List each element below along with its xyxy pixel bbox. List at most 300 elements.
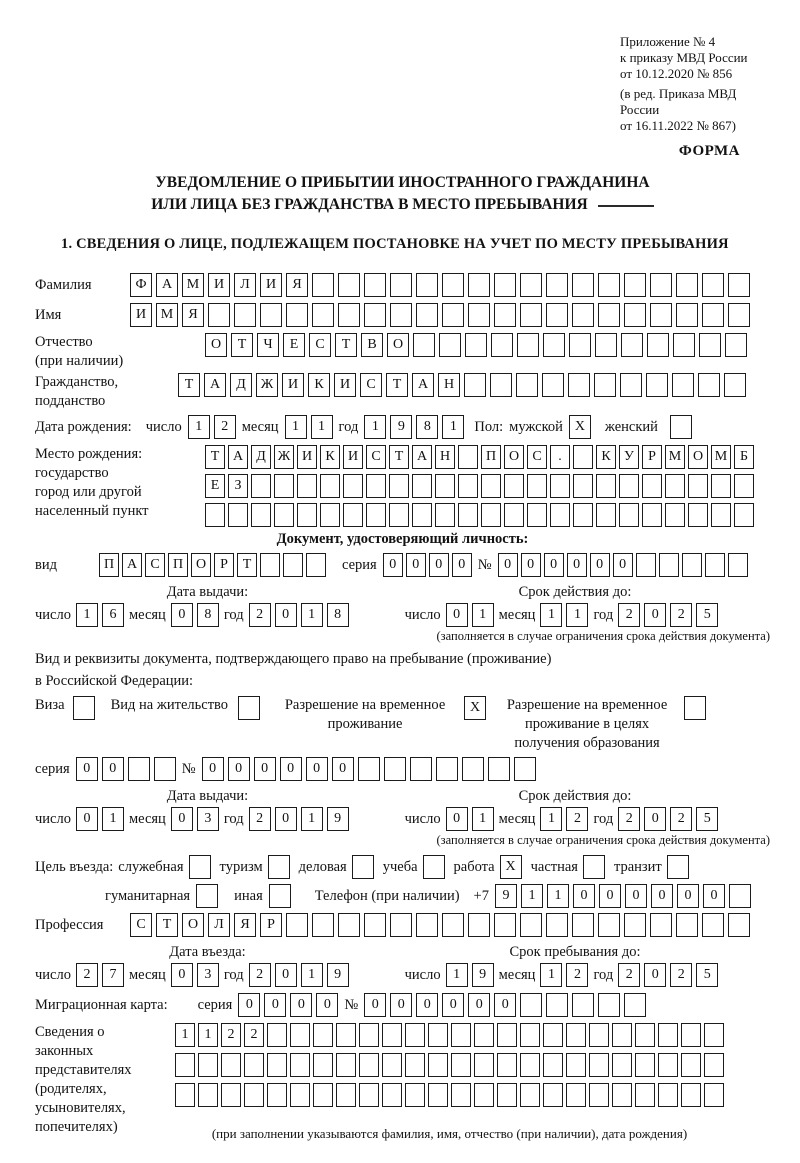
char-cell[interactable]: X bbox=[500, 855, 522, 879]
char-cell[interactable] bbox=[595, 333, 617, 357]
char-cell[interactable]: 0 bbox=[228, 757, 250, 781]
char-cell[interactable]: 0 bbox=[494, 993, 516, 1017]
char-cell[interactable]: И bbox=[297, 445, 317, 469]
char-cell[interactable] bbox=[636, 553, 656, 577]
char-cell[interactable]: Д bbox=[251, 445, 271, 469]
char-cell[interactable] bbox=[642, 474, 662, 498]
char-cell[interactable]: 0 bbox=[280, 757, 302, 781]
char-cell[interactable]: 3 bbox=[197, 807, 219, 831]
char-cell[interactable] bbox=[196, 884, 218, 908]
char-cell[interactable] bbox=[290, 1083, 310, 1107]
char-cell[interactable]: 2 bbox=[221, 1023, 241, 1047]
char-cell[interactable] bbox=[667, 855, 689, 879]
char-cell[interactable] bbox=[672, 373, 694, 397]
char-cell[interactable] bbox=[198, 1083, 218, 1107]
char-cell[interactable]: 1 bbox=[540, 807, 562, 831]
char-cell[interactable] bbox=[205, 503, 225, 527]
char-cell[interactable] bbox=[589, 1083, 609, 1107]
char-cell[interactable] bbox=[681, 1023, 701, 1047]
char-cell[interactable]: И bbox=[282, 373, 304, 397]
char-cell[interactable]: 7 bbox=[102, 963, 124, 987]
char-cell[interactable]: 2 bbox=[249, 603, 271, 627]
char-cell[interactable] bbox=[382, 1083, 402, 1107]
char-cell[interactable] bbox=[128, 757, 150, 781]
char-cell[interactable]: Т bbox=[335, 333, 357, 357]
char-cell[interactable] bbox=[704, 1083, 724, 1107]
char-cell[interactable]: У bbox=[619, 445, 639, 469]
char-cell[interactable] bbox=[458, 503, 478, 527]
char-cell[interactable] bbox=[390, 303, 412, 327]
char-cell[interactable] bbox=[728, 553, 748, 577]
char-cell[interactable]: 2 bbox=[566, 807, 588, 831]
char-cell[interactable]: М bbox=[182, 273, 204, 297]
char-cell[interactable] bbox=[546, 993, 568, 1017]
char-cell[interactable]: 2 bbox=[618, 807, 640, 831]
char-cell[interactable]: С bbox=[527, 445, 547, 469]
char-cell[interactable] bbox=[734, 474, 754, 498]
char-cell[interactable] bbox=[650, 913, 672, 937]
char-cell[interactable] bbox=[542, 373, 564, 397]
char-cell[interactable]: 0 bbox=[567, 553, 587, 577]
char-cell[interactable]: З bbox=[228, 474, 248, 498]
char-cell[interactable]: 9 bbox=[327, 963, 349, 987]
char-cell[interactable]: 9 bbox=[495, 884, 517, 908]
char-cell[interactable] bbox=[583, 855, 605, 879]
char-cell[interactable] bbox=[527, 474, 547, 498]
char-cell[interactable]: С bbox=[309, 333, 331, 357]
char-cell[interactable] bbox=[238, 696, 260, 720]
char-cell[interactable]: Т bbox=[178, 373, 200, 397]
char-cell[interactable]: 8 bbox=[327, 603, 349, 627]
char-cell[interactable] bbox=[260, 553, 280, 577]
char-cell[interactable] bbox=[624, 303, 646, 327]
char-cell[interactable]: 0 bbox=[364, 993, 386, 1017]
char-cell[interactable]: К bbox=[320, 445, 340, 469]
char-cell[interactable] bbox=[313, 1083, 333, 1107]
char-cell[interactable]: 0 bbox=[306, 757, 328, 781]
char-cell[interactable]: О bbox=[182, 913, 204, 937]
char-cell[interactable] bbox=[405, 1023, 425, 1047]
char-cell[interactable] bbox=[642, 503, 662, 527]
char-cell[interactable]: 2 bbox=[249, 963, 271, 987]
char-cell[interactable] bbox=[208, 303, 230, 327]
char-cell[interactable] bbox=[474, 1053, 494, 1077]
char-cell[interactable]: О bbox=[205, 333, 227, 357]
char-cell[interactable]: 1 bbox=[198, 1023, 218, 1047]
char-cell[interactable] bbox=[494, 303, 516, 327]
char-cell[interactable] bbox=[494, 913, 516, 937]
char-cell[interactable] bbox=[488, 757, 510, 781]
char-cell[interactable]: 0 bbox=[446, 807, 468, 831]
char-cell[interactable]: 0 bbox=[76, 807, 98, 831]
char-cell[interactable]: 1 bbox=[311, 415, 333, 439]
char-cell[interactable] bbox=[297, 474, 317, 498]
char-cell[interactable]: О bbox=[387, 333, 409, 357]
char-cell[interactable] bbox=[516, 373, 538, 397]
char-cell[interactable]: 0 bbox=[599, 884, 621, 908]
char-cell[interactable] bbox=[673, 333, 695, 357]
char-cell[interactable]: 0 bbox=[468, 993, 490, 1017]
char-cell[interactable]: 0 bbox=[703, 884, 725, 908]
char-cell[interactable] bbox=[520, 273, 542, 297]
char-cell[interactable] bbox=[711, 503, 731, 527]
char-cell[interactable]: 0 bbox=[498, 553, 518, 577]
char-cell[interactable] bbox=[514, 757, 536, 781]
char-cell[interactable] bbox=[198, 1053, 218, 1077]
char-cell[interactable]: И bbox=[334, 373, 356, 397]
char-cell[interactable] bbox=[497, 1023, 517, 1047]
char-cell[interactable] bbox=[527, 503, 547, 527]
char-cell[interactable] bbox=[659, 553, 679, 577]
char-cell[interactable]: 0 bbox=[171, 603, 193, 627]
char-cell[interactable] bbox=[336, 1083, 356, 1107]
char-cell[interactable] bbox=[412, 503, 432, 527]
char-cell[interactable] bbox=[221, 1083, 241, 1107]
char-cell[interactable]: 1 bbox=[301, 963, 323, 987]
char-cell[interactable] bbox=[451, 1023, 471, 1047]
char-cell[interactable]: 0 bbox=[677, 884, 699, 908]
char-cell[interactable] bbox=[423, 855, 445, 879]
char-cell[interactable]: 1 bbox=[566, 603, 588, 627]
char-cell[interactable] bbox=[612, 1083, 632, 1107]
char-cell[interactable]: 0 bbox=[406, 553, 426, 577]
char-cell[interactable] bbox=[572, 913, 594, 937]
char-cell[interactable]: М bbox=[711, 445, 731, 469]
char-cell[interactable] bbox=[412, 474, 432, 498]
char-cell[interactable]: П bbox=[99, 553, 119, 577]
char-cell[interactable] bbox=[684, 696, 706, 720]
char-cell[interactable]: И bbox=[343, 445, 363, 469]
char-cell[interactable] bbox=[336, 1053, 356, 1077]
char-cell[interactable]: 6 bbox=[102, 603, 124, 627]
char-cell[interactable] bbox=[389, 474, 409, 498]
char-cell[interactable] bbox=[481, 503, 501, 527]
char-cell[interactable]: М bbox=[665, 445, 685, 469]
char-cell[interactable] bbox=[572, 273, 594, 297]
char-cell[interactable] bbox=[504, 474, 524, 498]
char-cell[interactable] bbox=[624, 273, 646, 297]
char-cell[interactable] bbox=[390, 913, 412, 937]
char-cell[interactable] bbox=[698, 373, 720, 397]
char-cell[interactable] bbox=[290, 1053, 310, 1077]
char-cell[interactable]: К bbox=[308, 373, 330, 397]
char-cell[interactable] bbox=[490, 373, 512, 397]
char-cell[interactable]: Ф bbox=[130, 273, 152, 297]
char-cell[interactable] bbox=[504, 503, 524, 527]
char-cell[interactable]: 8 bbox=[197, 603, 219, 627]
char-cell[interactable] bbox=[676, 303, 698, 327]
char-cell[interactable]: И bbox=[260, 273, 282, 297]
char-cell[interactable] bbox=[573, 503, 593, 527]
char-cell[interactable]: 0 bbox=[238, 993, 260, 1017]
char-cell[interactable] bbox=[312, 913, 334, 937]
char-cell[interactable] bbox=[681, 1053, 701, 1077]
char-cell[interactable] bbox=[573, 474, 593, 498]
char-cell[interactable] bbox=[494, 273, 516, 297]
char-cell[interactable] bbox=[359, 1083, 379, 1107]
char-cell[interactable] bbox=[260, 303, 282, 327]
char-cell[interactable]: С bbox=[366, 445, 386, 469]
char-cell[interactable]: Ч bbox=[257, 333, 279, 357]
char-cell[interactable]: 0 bbox=[573, 884, 595, 908]
char-cell[interactable]: 1 bbox=[446, 963, 468, 987]
char-cell[interactable]: Д bbox=[230, 373, 252, 397]
char-cell[interactable] bbox=[267, 1083, 287, 1107]
char-cell[interactable]: Я bbox=[182, 303, 204, 327]
char-cell[interactable] bbox=[676, 913, 698, 937]
char-cell[interactable] bbox=[312, 273, 334, 297]
char-cell[interactable] bbox=[451, 1053, 471, 1077]
char-cell[interactable] bbox=[274, 474, 294, 498]
char-cell[interactable] bbox=[566, 1053, 586, 1077]
char-cell[interactable] bbox=[624, 993, 646, 1017]
char-cell[interactable] bbox=[728, 273, 750, 297]
char-cell[interactable] bbox=[665, 474, 685, 498]
char-cell[interactable]: 5 bbox=[696, 963, 718, 987]
char-cell[interactable] bbox=[283, 553, 303, 577]
char-cell[interactable]: А bbox=[412, 445, 432, 469]
char-cell[interactable]: 1 bbox=[301, 807, 323, 831]
char-cell[interactable] bbox=[546, 303, 568, 327]
char-cell[interactable] bbox=[550, 503, 570, 527]
char-cell[interactable] bbox=[688, 503, 708, 527]
char-cell[interactable] bbox=[338, 913, 360, 937]
char-cell[interactable] bbox=[435, 503, 455, 527]
char-cell[interactable] bbox=[428, 1083, 448, 1107]
char-cell[interactable] bbox=[520, 1083, 540, 1107]
char-cell[interactable]: 1 bbox=[76, 603, 98, 627]
char-cell[interactable]: 2 bbox=[618, 603, 640, 627]
char-cell[interactable] bbox=[546, 273, 568, 297]
char-cell[interactable] bbox=[465, 333, 487, 357]
char-cell[interactable]: Н bbox=[438, 373, 460, 397]
char-cell[interactable] bbox=[550, 474, 570, 498]
char-cell[interactable]: 1 bbox=[285, 415, 307, 439]
char-cell[interactable]: 8 bbox=[416, 415, 438, 439]
char-cell[interactable] bbox=[175, 1053, 195, 1077]
char-cell[interactable]: С bbox=[360, 373, 382, 397]
char-cell[interactable] bbox=[358, 757, 380, 781]
char-cell[interactable] bbox=[520, 913, 542, 937]
char-cell[interactable]: С bbox=[145, 553, 165, 577]
char-cell[interactable] bbox=[543, 333, 565, 357]
char-cell[interactable]: 1 bbox=[547, 884, 569, 908]
char-cell[interactable] bbox=[416, 913, 438, 937]
char-cell[interactable]: А bbox=[412, 373, 434, 397]
char-cell[interactable] bbox=[572, 993, 594, 1017]
char-cell[interactable]: X bbox=[464, 696, 486, 720]
char-cell[interactable]: А bbox=[122, 553, 142, 577]
char-cell[interactable]: Т bbox=[237, 553, 257, 577]
char-cell[interactable]: X bbox=[569, 415, 591, 439]
char-cell[interactable]: 1 bbox=[540, 603, 562, 627]
char-cell[interactable] bbox=[497, 1053, 517, 1077]
char-cell[interactable] bbox=[481, 474, 501, 498]
char-cell[interactable] bbox=[416, 303, 438, 327]
char-cell[interactable]: 1 bbox=[540, 963, 562, 987]
char-cell[interactable] bbox=[598, 303, 620, 327]
char-cell[interactable] bbox=[474, 1023, 494, 1047]
char-cell[interactable] bbox=[234, 303, 256, 327]
char-cell[interactable] bbox=[313, 1053, 333, 1077]
char-cell[interactable]: Е bbox=[283, 333, 305, 357]
char-cell[interactable]: 1 bbox=[175, 1023, 195, 1047]
char-cell[interactable] bbox=[464, 373, 486, 397]
char-cell[interactable] bbox=[647, 333, 669, 357]
char-cell[interactable] bbox=[468, 273, 490, 297]
char-cell[interactable] bbox=[543, 1023, 563, 1047]
char-cell[interactable] bbox=[682, 553, 702, 577]
char-cell[interactable]: М bbox=[156, 303, 178, 327]
char-cell[interactable]: К bbox=[596, 445, 616, 469]
char-cell[interactable]: 0 bbox=[651, 884, 673, 908]
char-cell[interactable] bbox=[596, 503, 616, 527]
char-cell[interactable] bbox=[474, 1083, 494, 1107]
char-cell[interactable] bbox=[612, 1023, 632, 1047]
char-cell[interactable] bbox=[566, 1083, 586, 1107]
char-cell[interactable]: П bbox=[481, 445, 501, 469]
char-cell[interactable]: 0 bbox=[613, 553, 633, 577]
char-cell[interactable]: 1 bbox=[102, 807, 124, 831]
char-cell[interactable]: 0 bbox=[429, 553, 449, 577]
char-cell[interactable] bbox=[382, 1053, 402, 1077]
char-cell[interactable]: П bbox=[168, 553, 188, 577]
char-cell[interactable]: 0 bbox=[442, 993, 464, 1017]
char-cell[interactable]: 2 bbox=[244, 1023, 264, 1047]
char-cell[interactable] bbox=[410, 757, 432, 781]
char-cell[interactable]: 1 bbox=[301, 603, 323, 627]
char-cell[interactable]: 0 bbox=[202, 757, 224, 781]
char-cell[interactable] bbox=[405, 1053, 425, 1077]
char-cell[interactable] bbox=[468, 913, 490, 937]
char-cell[interactable] bbox=[734, 503, 754, 527]
char-cell[interactable] bbox=[566, 1023, 586, 1047]
char-cell[interactable] bbox=[520, 1053, 540, 1077]
char-cell[interactable] bbox=[364, 303, 386, 327]
char-cell[interactable] bbox=[658, 1023, 678, 1047]
char-cell[interactable]: 0 bbox=[171, 807, 193, 831]
char-cell[interactable] bbox=[269, 884, 291, 908]
char-cell[interactable]: Ж bbox=[256, 373, 278, 397]
char-cell[interactable] bbox=[73, 696, 95, 720]
char-cell[interactable] bbox=[313, 1023, 333, 1047]
char-cell[interactable]: А bbox=[156, 273, 178, 297]
char-cell[interactable] bbox=[520, 993, 542, 1017]
char-cell[interactable]: 0 bbox=[275, 603, 297, 627]
char-cell[interactable]: И bbox=[208, 273, 230, 297]
char-cell[interactable] bbox=[389, 503, 409, 527]
char-cell[interactable] bbox=[458, 474, 478, 498]
char-cell[interactable] bbox=[338, 273, 360, 297]
char-cell[interactable]: 2 bbox=[566, 963, 588, 987]
char-cell[interactable] bbox=[711, 474, 731, 498]
char-cell[interactable]: 9 bbox=[472, 963, 494, 987]
char-cell[interactable] bbox=[244, 1053, 264, 1077]
char-cell[interactable] bbox=[520, 303, 542, 327]
char-cell[interactable] bbox=[458, 445, 478, 469]
char-cell[interactable] bbox=[175, 1083, 195, 1107]
char-cell[interactable] bbox=[320, 474, 340, 498]
char-cell[interactable]: О bbox=[191, 553, 211, 577]
char-cell[interactable] bbox=[704, 1053, 724, 1077]
char-cell[interactable] bbox=[390, 273, 412, 297]
char-cell[interactable] bbox=[572, 303, 594, 327]
char-cell[interactable] bbox=[442, 273, 464, 297]
char-cell[interactable] bbox=[405, 1083, 425, 1107]
char-cell[interactable]: 0 bbox=[644, 807, 666, 831]
char-cell[interactable]: С bbox=[130, 913, 152, 937]
char-cell[interactable] bbox=[352, 855, 374, 879]
char-cell[interactable]: Р bbox=[642, 445, 662, 469]
char-cell[interactable] bbox=[650, 303, 672, 327]
char-cell[interactable]: 0 bbox=[644, 963, 666, 987]
char-cell[interactable] bbox=[635, 1053, 655, 1077]
char-cell[interactable] bbox=[435, 474, 455, 498]
char-cell[interactable] bbox=[416, 273, 438, 297]
char-cell[interactable]: О bbox=[504, 445, 524, 469]
char-cell[interactable]: 1 bbox=[472, 807, 494, 831]
char-cell[interactable]: И bbox=[130, 303, 152, 327]
char-cell[interactable] bbox=[596, 474, 616, 498]
char-cell[interactable]: 0 bbox=[332, 757, 354, 781]
char-cell[interactable] bbox=[364, 913, 386, 937]
char-cell[interactable] bbox=[462, 757, 484, 781]
char-cell[interactable] bbox=[154, 757, 176, 781]
char-cell[interactable] bbox=[297, 503, 317, 527]
char-cell[interactable] bbox=[612, 1053, 632, 1077]
char-cell[interactable]: Е bbox=[205, 474, 225, 498]
char-cell[interactable] bbox=[688, 474, 708, 498]
char-cell[interactable] bbox=[573, 445, 593, 469]
char-cell[interactable] bbox=[681, 1083, 701, 1107]
char-cell[interactable]: Т bbox=[389, 445, 409, 469]
char-cell[interactable]: 0 bbox=[275, 807, 297, 831]
char-cell[interactable]: 0 bbox=[264, 993, 286, 1017]
char-cell[interactable]: 0 bbox=[171, 963, 193, 987]
char-cell[interactable] bbox=[725, 333, 747, 357]
char-cell[interactable]: 2 bbox=[214, 415, 236, 439]
char-cell[interactable]: О bbox=[688, 445, 708, 469]
char-cell[interactable] bbox=[413, 333, 435, 357]
char-cell[interactable]: . bbox=[550, 445, 570, 469]
char-cell[interactable] bbox=[543, 1083, 563, 1107]
char-cell[interactable]: Л bbox=[234, 273, 256, 297]
char-cell[interactable]: 1 bbox=[442, 415, 464, 439]
char-cell[interactable] bbox=[676, 273, 698, 297]
char-cell[interactable] bbox=[384, 757, 406, 781]
char-cell[interactable]: Н bbox=[435, 445, 455, 469]
char-cell[interactable]: 1 bbox=[364, 415, 386, 439]
char-cell[interactable] bbox=[705, 553, 725, 577]
char-cell[interactable] bbox=[251, 474, 271, 498]
char-cell[interactable] bbox=[646, 373, 668, 397]
char-cell[interactable] bbox=[251, 503, 271, 527]
char-cell[interactable]: Я bbox=[286, 273, 308, 297]
char-cell[interactable] bbox=[382, 1023, 402, 1047]
char-cell[interactable] bbox=[650, 273, 672, 297]
char-cell[interactable] bbox=[442, 913, 464, 937]
char-cell[interactable]: 0 bbox=[544, 553, 564, 577]
char-cell[interactable] bbox=[312, 303, 334, 327]
char-cell[interactable]: 5 bbox=[696, 807, 718, 831]
char-cell[interactable] bbox=[598, 273, 620, 297]
char-cell[interactable] bbox=[594, 373, 616, 397]
char-cell[interactable] bbox=[702, 303, 724, 327]
char-cell[interactable] bbox=[658, 1053, 678, 1077]
char-cell[interactable] bbox=[221, 1053, 241, 1077]
char-cell[interactable]: 2 bbox=[670, 963, 692, 987]
char-cell[interactable] bbox=[338, 303, 360, 327]
